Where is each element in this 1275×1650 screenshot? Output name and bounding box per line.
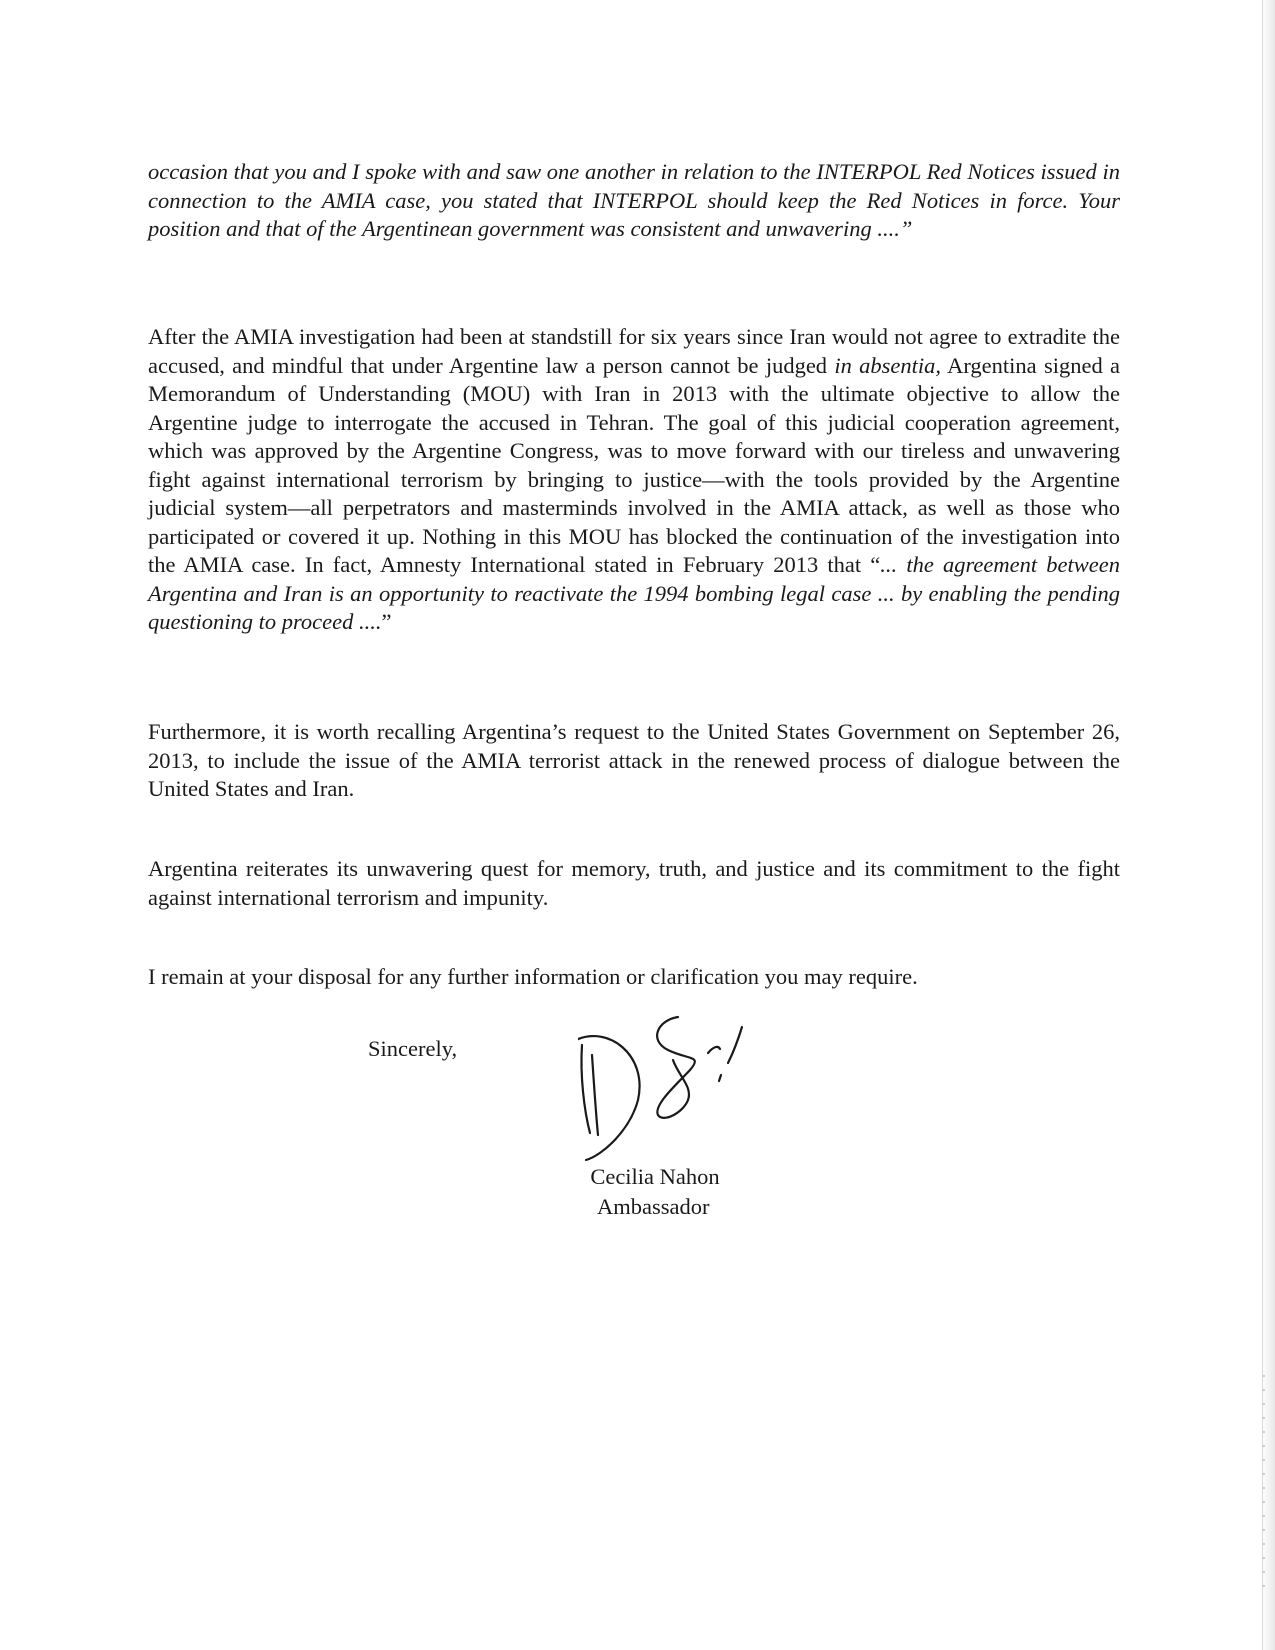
disposal-text: I remain at your disposal for any further information or clarification you may require. <box>148 964 918 989</box>
amnesty-quote-close: ” <box>381 609 392 634</box>
us-request-text: Furthermore, it is worth recalling Argentina’s request to the United States Government on September 26, 2013, to include the issue of the AMIA terrorist attack in the renewed process of dialogue between the United States and Iran. <box>148 719 1120 801</box>
quoted-paragraph <box>148 158 1120 244</box>
handwritten-signature <box>578 1015 798 1175</box>
in-absentia-term: in absentia, <box>834 352 942 378</box>
quote-text: occasion that you and I spoke with and saw one another in relation to the INTERPOL Red Notices issued in connection to the AMIA case, you stated that INTERPOL should keep the Red Notices in force. Your position and that of the Argentinean government was consistent and unwavering ....” <box>148 159 1120 241</box>
signer-title: Ambassador <box>597 1194 710 1219</box>
commitment-text: Argentina reiterates its unwavering quest for memory, truth, and justice and its commitment to the fight against international terrorism and impunity. <box>148 856 1120 910</box>
us-request-paragraph <box>148 718 1120 804</box>
mou-text-body: Argentina signed a Memorandum of Understanding (MOU) with Iran in 2013 with the ultimate objective to allow the Argentine judge to interrogate the accused in Tehran. The goal of this judicial cooperation agreement, which was approved by the Argentine Congress, was to move forward with our tireless and unwavering fight against international terrorism by bringing to justice—with the tools provided by the Argentine judicial system—all perpetrators and masterminds involved in the AMIA attack, as well as those who participated or covered it up. Nothing in this MOU has blocked the continuation of the investigation into the AMIA case. In fact, Amnesty International stated in February 2013 that “ <box>148 352 1120 577</box>
amnesty-quote: ... the agreement between Argentina and Iran is an opportunity to reactivate the 1994 bombing legal case ... by enabling the pending questioning to proceed .... <box>148 552 1121 634</box>
mou-text-start: After the AMIA investigation had been at standstill for six years since Iran would not agree to extradite the accused, and mindful that under Argentine law a person cannot be judged <box>148 324 1120 378</box>
scan-edge-marks <box>1262 1375 1265 1595</box>
closing-salutation: Sincerely, <box>368 1036 458 1061</box>
disposal-paragraph <box>148 963 1120 992</box>
commitment-paragraph <box>148 855 1120 912</box>
mou-paragraph <box>148 323 1120 637</box>
signer-name: Cecilia Nahon <box>590 1164 720 1189</box>
